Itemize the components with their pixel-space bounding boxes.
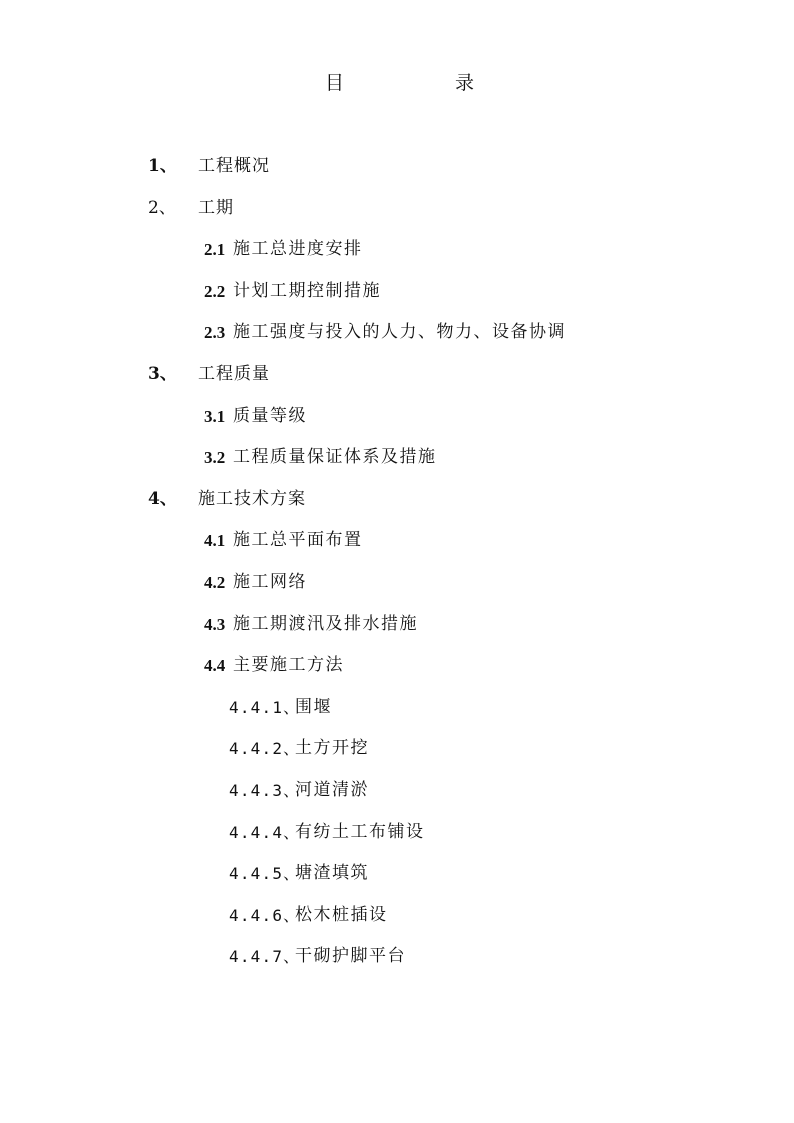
toc-entry-1 <box>0 146 794 188</box>
toc-entry-4-4-1 <box>0 687 794 729</box>
toc-entry-4-4 <box>0 645 794 687</box>
toc-entry-number: 4.4.2、 <box>229 739 301 759</box>
toc-entry-4-4-6 <box>0 895 794 937</box>
title-char-2: 录 <box>455 72 475 94</box>
toc-entry-number: 2.3 <box>204 323 226 343</box>
toc-entry-text: 计划工期控制措施 <box>233 280 381 301</box>
toc-entry-text: 施工期渡汛及排水措施 <box>233 613 418 634</box>
toc-entry-number: 4.4 <box>204 656 226 676</box>
toc-entry-text: 工期 <box>198 197 234 218</box>
toc-entry-3-2 <box>0 437 794 479</box>
title-char-1: 目 <box>325 72 345 94</box>
toc-entry-text: 施工技术方案 <box>198 488 306 509</box>
toc-entry-2-1 <box>0 229 794 271</box>
toc-entry-4-2 <box>0 562 794 604</box>
table-of-contents <box>0 146 794 978</box>
toc-entry-number: 4.3 <box>204 614 226 634</box>
toc-entry-text: 工程质量保证体系及措施 <box>233 447 437 468</box>
toc-entry-text: 河道清淤 <box>295 779 369 800</box>
toc-entry-number: 2、 <box>148 197 176 218</box>
toc-entry-number: 1、 <box>148 156 177 176</box>
toc-entry-number: 4.2 <box>204 572 226 592</box>
toc-entry-text: 干砌护脚平台 <box>295 946 406 967</box>
toc-entry-text: 有纺土工布铺设 <box>295 821 425 842</box>
toc-entry-text: 围堰 <box>295 696 332 717</box>
toc-entry-4-4-5 <box>0 853 794 895</box>
page-title <box>0 70 794 100</box>
toc-entry-number: 4、 <box>148 488 177 509</box>
toc-entry-text: 主要施工方法 <box>233 655 344 676</box>
toc-entry-text: 土方开挖 <box>295 738 369 759</box>
toc-entry-text: 工程概况 <box>198 156 270 176</box>
toc-entry-number: 4.4.4、 <box>229 822 301 842</box>
toc-entry-number: 4.4.1、 <box>229 697 301 717</box>
toc-entry-2 <box>0 188 794 230</box>
toc-entry-3-1 <box>0 396 794 438</box>
toc-entry-number: 3、 <box>148 363 177 384</box>
toc-entry-2-2 <box>0 271 794 313</box>
toc-entry-4-4-7 <box>0 936 794 978</box>
toc-entry-number: 4.4.3、 <box>229 780 301 800</box>
toc-entry-text: 质量等级 <box>233 405 307 426</box>
toc-entry-4-4-3 <box>0 770 794 812</box>
toc-entry-text: 施工强度与投入的人力、物力、设备协调 <box>233 322 566 343</box>
toc-entry-text: 松木桩插设 <box>295 904 388 925</box>
toc-entry-number: 3.1 <box>204 406 226 426</box>
toc-entry-4-1 <box>0 520 794 562</box>
toc-entry-number: 4.4.6、 <box>229 905 301 925</box>
toc-entry-4-4-4 <box>0 812 794 854</box>
toc-entry-text: 施工总平面布置 <box>233 530 363 551</box>
toc-entry-number: 4.4.5、 <box>229 864 301 884</box>
toc-entry-number: 4.4.7、 <box>229 947 301 967</box>
toc-entry-3 <box>0 354 794 396</box>
toc-entry-text: 工程质量 <box>198 363 270 384</box>
toc-entry-4 <box>0 479 794 521</box>
toc-entry-text: 施工总进度安排 <box>233 239 363 260</box>
toc-entry-4-4-2 <box>0 728 794 770</box>
toc-entry-text: 塘渣填筑 <box>295 863 369 884</box>
toc-entry-number: 4.1 <box>204 531 226 551</box>
toc-entry-number: 3.2 <box>204 448 226 468</box>
toc-entry-number: 2.1 <box>204 240 226 260</box>
toc-entry-number: 2.2 <box>204 281 226 301</box>
toc-entry-text: 施工网络 <box>233 571 307 592</box>
toc-entry-2-3 <box>0 312 794 354</box>
toc-entry-4-3 <box>0 604 794 646</box>
